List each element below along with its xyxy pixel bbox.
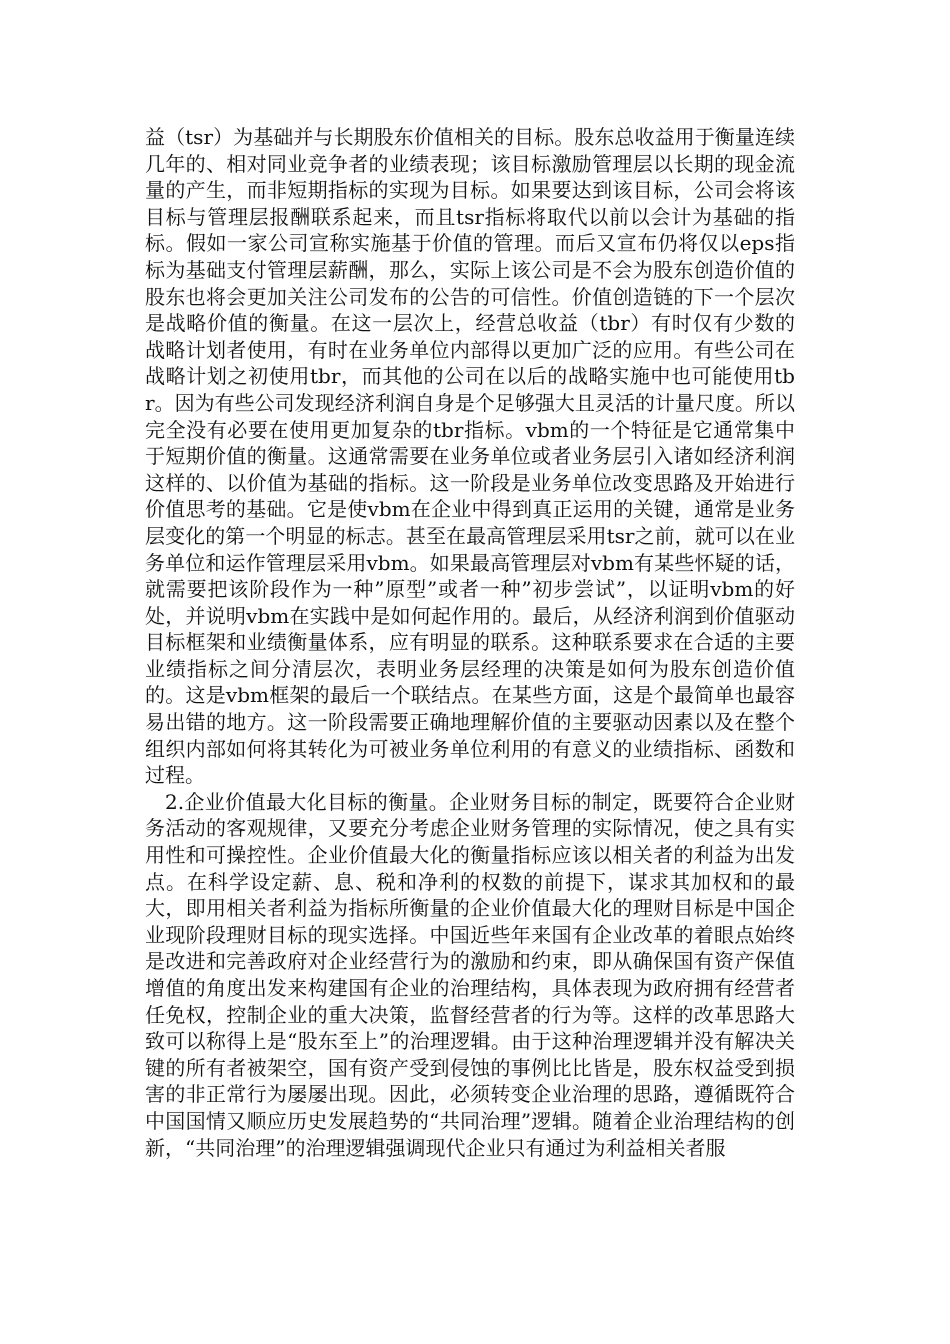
paragraph-1: 益（tsr）为基础并与长期股东价值相关的目标。股东总收益用于衡量连续几年的、相对同业竞争者的业绩表现；该目标激励管理层以长期的现金流量的产生，而非短期指标的实现为目标。如果要达到该目标，公司会将该目标与管理层报酬联系起来，而且tsr指标将取代以前以会计为基础的指标。假如一家公司宣称实施基于价值的管理。而后又宣布仍将仅以eps指标为基础支付管理层薪酬，那么，实际上该公司是不会为股东创造价值的股东也将会更加关注公司发布的公告的可信性。价值创造链的下一个层次是战略价值的衡量。在这一层次上，经营总收益（tbr）有时仅有少数的战略计划者使用，有时在业务单位内部得以更加广泛的应用。有些公司在战略计划之初使用tbr，而其他的公司在以后的战略实施中也可能使用tbr。因为有些公司发现经济利润自身是个足够强大且灵活的计量尺度。所以完全没有必要在使用更加复杂的tbr指标。vbm的一个特征是它通常集中于短期价值的衡量。这通常需要在业务单位或者业务层引入诸如经济利润这样的、以价值为基础的指标。这一阶段是业务单位改变思路及开始进行价值思考的基础。它是使vbm在企业中得到真正运用的关键，通常是业务层变化的第一个明显的标志。甚至在最高管理层采用tsr之前，就可以在业务单位和运作管理层采用vbm。如果最高管理层对vbm有某些怀疑的话，就需要把该阶段作为一种”原型”或者一种”初步尝试”，以证明vbm的好处，并说明vbm在实践中是如何起作用的。最后，从经济利润到价值驱动目标框架和业绩衡量体系，应有明显的联系。这种联系要求在合适的主要业绩指标之间分清层次，表明业务层经理的决策是如何为股东创造价值的。这是vbm框架的最后一个联结点。在某些方面，这是个最简单也最容易出错的地方。这一阶段需要正确地理解价值的主要驱动因素以及在整个组织内部如何将其转化为可被业务单位利用的有意义的业绩指标、函数和过程。 (145, 125, 795, 788)
body-text (145, 124, 795, 1161)
paragraph-2: 2.企业价值最大化目标的衡量。企业财务目标的制定，既要符合企业财务活动的客观规律，又要充分考虑企业财务管理的实际情况，使之具有实用性和可操控性。企业价值最大化的衡量指标应该以相关者的利益为出发点。在科学设定薪、息、税和净利的权数的前提下，谋求其加权和的最大，即用相关者利益为指标所衡量的企业价值最大化的理财目标是中国企业现阶段理财目标的现实选择。中国近些年来国有企业改革的着眼点始终是改进和完善政府对企业经营行为的激励和约束，即从确保国有资产保值增值的角度出发来构建国有企业的治理结构，具体表现为政府拥有经营者任免权，控制企业的重大决策，监督经营者的行为等。这样的改革思路大致可以称得上是“股东至上”的治理逻辑。由于这种治理逻辑并没有解决关键的所有者被架空，国有资产受到侵蚀的事例比比皆是，股东权益受到损害的非正常行为屡屡出现。因此，必须转变企业治理的思路，遵循既符合中国国情又顺应历史发展趋势的“共同治理”逻辑。随着企业治理结构的创新，“共同治理”的治理逻辑强调现代企业只有通过为利益相关者服 (145, 789, 795, 1160)
